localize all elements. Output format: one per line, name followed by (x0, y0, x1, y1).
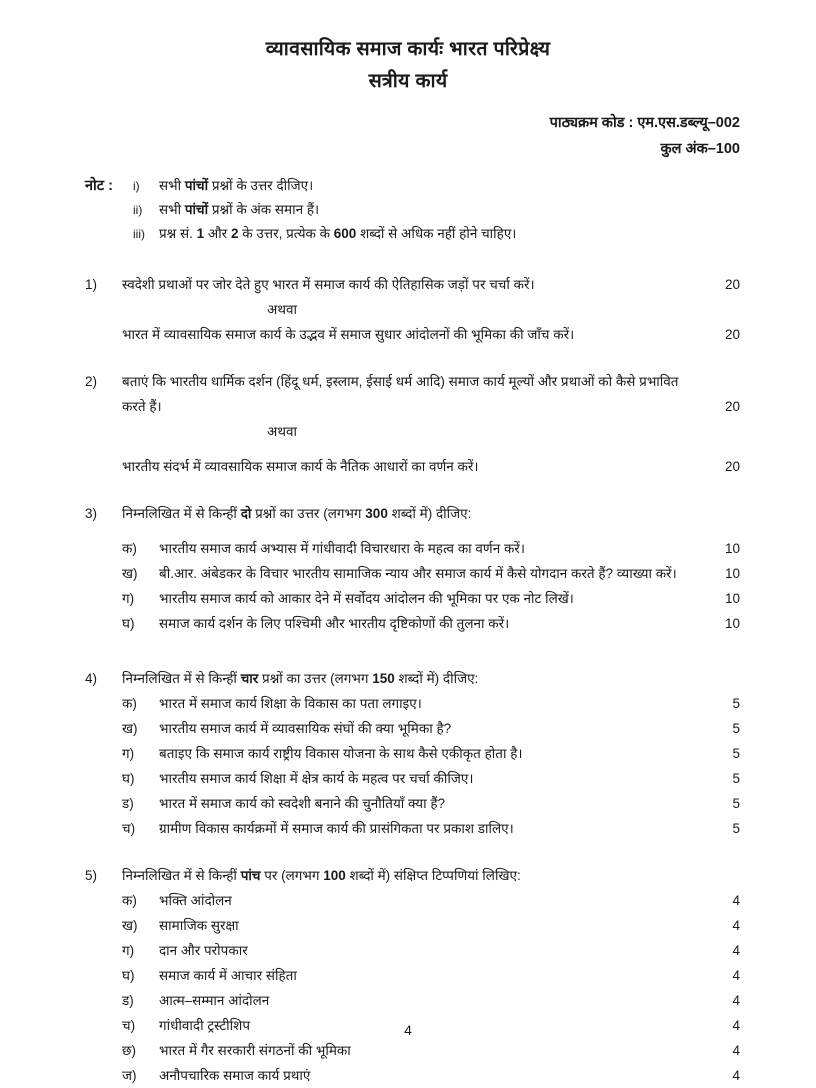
stem-segment: निम्नलिखित में से किन्हीं (122, 671, 241, 686)
sub-question-label: ड) (122, 796, 134, 811)
sub-question (85, 963, 740, 988)
question-number: 5) (85, 868, 98, 883)
question-3 (85, 501, 740, 636)
sub-question (85, 791, 740, 816)
sub-question (85, 1038, 740, 1063)
sub-question-marks: 4 (732, 993, 740, 1008)
note-text-segment: सभी (159, 178, 185, 193)
sub-question-text: भक्ति आंदोलन (159, 893, 232, 908)
sub-question-marks: 5 (732, 821, 740, 836)
question-main-row (85, 369, 740, 419)
note-text-segment: प्रश्नों के उत्तर दीजिए। (208, 178, 314, 193)
sub-question-text: दान और परोपकार (159, 943, 248, 958)
question-marks: 20 (724, 399, 740, 414)
page-subtitle: सत्रीय कार्य (368, 70, 448, 92)
course-code: पाठ्यक्रम कोड : एम.एस.डब्ल्यू–002 (549, 115, 740, 131)
note-item-marker: ii) (133, 203, 143, 217)
note-item-text (159, 198, 319, 222)
sub-question (85, 716, 740, 741)
sub-question-text: गांधीवादी ट्रस्टीशिप (159, 1018, 251, 1033)
stem-segment: निम्नलिखित में से किन्हीं (122, 506, 241, 521)
block-spacer (85, 845, 740, 863)
sub-question-text: भारत में समाज कार्य शिक्षा के विकास का पता लगाइए। (159, 696, 422, 711)
sub-question-marks: 10 (724, 566, 740, 581)
note-item-marker: iii) (133, 227, 145, 241)
block-spacer (85, 444, 740, 454)
question-main-row (85, 272, 740, 297)
stem-emphasis: 100 (323, 868, 346, 883)
sub-question-text: बी.आर. अंबेडकर के विचार भारतीय सामाजिक न्याय और समाज कार्य में कैसे योगदान करते हैं? व्याख्या करें। (159, 566, 677, 581)
sub-question-marks: 10 (724, 591, 740, 606)
question-1 (85, 272, 740, 347)
sub-question-label: ड) (122, 993, 134, 1008)
sub-question-marks: 10 (724, 616, 740, 631)
sub-question-marks: 5 (732, 796, 740, 811)
note-item (133, 222, 816, 246)
sub-question-marks: 5 (732, 721, 740, 736)
sub-question (85, 913, 740, 938)
sub-question-text: भारतीय समाज कार्य को आकार देने में सर्वोदय आंदोलन की भूमिका पर एक नोट लिखें। (159, 591, 574, 606)
sub-question-text: भारत में समाज कार्य को स्वदेशी बनाने की चुनौतियाँ क्या हैं? (159, 796, 446, 811)
question-5 (85, 863, 740, 1088)
sub-question-label: घ) (122, 616, 135, 631)
note-label: नोट : (85, 178, 113, 194)
note-text-segment: सभी (159, 202, 185, 217)
sub-question-label: ग) (122, 746, 135, 761)
sub-question-marks: 4 (732, 918, 740, 933)
note-item-marker: i) (133, 179, 140, 193)
question-stem-text (122, 666, 696, 691)
document-header (0, 0, 816, 96)
question-stem-row (85, 863, 740, 888)
sub-question (85, 938, 740, 963)
question-stem-row (85, 666, 740, 691)
page-title: व्यावसायिक समाज कार्यः भारत परिप्रेक्ष्य (265, 38, 551, 60)
stem-segment: शब्दों में) दीजिए: (387, 506, 472, 521)
sub-question-label: ग) (122, 943, 135, 958)
total-marks: कुल अंक–100 (660, 141, 740, 157)
question-2 (85, 369, 740, 479)
note-text-segment: के उत्तर, प्रत्येक के (238, 226, 334, 241)
question-alternative-marks: 20 (724, 459, 740, 474)
sub-question (85, 766, 740, 791)
sub-question-marks: 4 (732, 1043, 740, 1058)
question-text: बताएं कि भारतीय धार्मिक दर्शन (हिंदू धर्म, इस्लाम, ईसाई धर्म आदि) समाज कार्य मूल्यों और प्रथाओं को कैसे प्रभावित करते हैं। (122, 374, 679, 414)
page-number: 4 (404, 1022, 412, 1038)
note-item-text (159, 222, 516, 246)
stem-emphasis: चार (240, 671, 259, 686)
sub-question-marks: 10 (724, 541, 740, 556)
question-alternative-text: भारतीय संदर्भ में व्यावसायिक समाज कार्य के नैतिक आधारों का वर्णन करें। (122, 459, 479, 474)
block-spacer (85, 483, 740, 501)
sub-question-label: ख) (122, 918, 138, 933)
sub-question-marks: 5 (732, 746, 740, 761)
sub-question-text: भारतीय समाज कार्य शिक्षा में क्षेत्र कार्य के महत्व पर चर्चा कीजिए। (159, 771, 474, 786)
note-text-segment: प्रश्न सं. (159, 226, 197, 241)
note-text-segment: और (204, 226, 231, 241)
sub-question (85, 816, 740, 841)
stem-emphasis: 150 (372, 671, 395, 686)
note-text-emphasis: 600 (333, 226, 357, 241)
sub-question-marks: 5 (732, 771, 740, 786)
sub-question-label: च) (122, 1018, 136, 1033)
question-list (0, 272, 816, 1088)
question-alternative-row (85, 454, 740, 479)
note-text-segment: प्रश्नों के अंक समान हैं। (208, 202, 320, 217)
sub-question-text: ग्रामीण विकास कार्यक्रमों में समाज कार्य की प्रासंगिकता पर प्रकाश डालिए। (159, 821, 514, 836)
sub-question-text: भारतीय समाज कार्य अभ्यास में गांधीवादी विचारधारा के महत्व का वर्णन करें। (159, 541, 525, 556)
alternative-label: अथवा (267, 424, 297, 439)
sub-question-label: छ) (122, 1043, 136, 1058)
block-spacer (85, 526, 740, 536)
sub-question-marks: 5 (732, 696, 740, 711)
sub-question (85, 691, 740, 716)
sub-question-marks: 4 (732, 943, 740, 958)
sub-question-text: भारत में गैर सरकारी संगठनों की भूमिका (159, 1043, 351, 1058)
sub-question (85, 561, 740, 586)
sub-question-label: क) (122, 541, 137, 556)
sub-question-text: सामाजिक सुरक्षा (159, 918, 239, 933)
sub-question-text: बताइए कि समाज कार्य राष्ट्रीय विकास योजना के साथ कैसे एकीकृत होता है। (159, 746, 523, 761)
sub-question (85, 586, 740, 611)
sub-question-label: घ) (122, 771, 135, 786)
question-alternative-text: भारत में व्यावसायिक समाज कार्य के उद्भव में समाज सुधार आंदोलनों की भूमिका की जाँच करें। (122, 327, 575, 342)
stem-segment: निम्नलिखित में से किन्हीं (122, 868, 241, 883)
question-stem-text (122, 863, 696, 888)
sub-question-label: ख) (122, 721, 138, 736)
question-4 (85, 666, 740, 841)
sub-question (85, 1063, 740, 1088)
sub-question-text: अनौपचारिक समाज कार्य प्रथाएं (159, 1068, 311, 1083)
sub-question-marks: 4 (732, 1068, 740, 1083)
stem-segment: प्रश्नों का उत्तर (लगभग (251, 506, 366, 521)
note-text-emphasis: पांचों (184, 202, 209, 217)
note-item-text (159, 174, 313, 198)
sub-question-text: आत्म–सम्मान आंदोलन (159, 993, 270, 1008)
sub-question-text: समाज कार्य दर्शन के लिए पश्चिमी और भारतीय दृष्टिकोणों की तुलना करें। (159, 616, 510, 631)
sub-question-label: ग) (122, 591, 135, 606)
question-number: 1) (85, 277, 98, 292)
question-stem-row (85, 501, 740, 526)
sub-question-marks: 4 (732, 893, 740, 908)
question-alternative-marks: 20 (724, 327, 740, 342)
sub-question (85, 536, 740, 561)
note-item (133, 198, 816, 222)
block-spacer (85, 351, 740, 369)
sub-question-marks: 4 (732, 968, 740, 983)
sub-question-label: घ) (122, 968, 135, 983)
sub-question (85, 888, 740, 913)
sub-question (85, 988, 740, 1013)
note-text-emphasis: 2 (230, 226, 239, 241)
course-meta (0, 110, 816, 162)
sub-question-label: च) (122, 821, 136, 836)
sub-question-label: ख) (122, 566, 138, 581)
page-footer (0, 1022, 816, 1038)
sub-question-text: समाज कार्य में आचार संहिता (159, 968, 297, 983)
question-number: 2) (85, 374, 98, 389)
question-number: 4) (85, 671, 98, 686)
note-text-segment: शब्दों से अधिक नहीं होने चाहिए। (356, 226, 517, 241)
question-text: स्वदेशी प्रथाओं पर जोर देते हुए भारत में समाज कार्य की ऐतिहासिक जड़ों पर चर्चा करें। (122, 277, 535, 292)
question-alternative-row (85, 322, 740, 347)
sub-question-label: ज) (122, 1068, 137, 1083)
stem-segment: शब्दों में) संक्षिप्त टिप्पणियां लिखिए: (345, 868, 521, 883)
note-item (133, 174, 816, 198)
question-number: 3) (85, 506, 98, 521)
sub-question (85, 611, 740, 636)
question-stem-text (122, 501, 696, 526)
note-item-list (133, 174, 816, 246)
stem-emphasis: पांच (240, 868, 261, 883)
stem-emphasis: 300 (365, 506, 388, 521)
note-section (0, 174, 816, 246)
block-spacer (85, 640, 740, 666)
note-text-emphasis: पांचों (184, 178, 209, 193)
question-marks: 20 (724, 277, 740, 292)
stem-segment: प्रश्नों का उत्तर (लगभग (258, 671, 373, 686)
stem-emphasis: दो (240, 506, 252, 521)
sub-question-marks: 4 (732, 1018, 740, 1033)
note-text-emphasis: 1 (196, 226, 205, 241)
stem-segment: पर (लगभग (260, 868, 324, 883)
sub-question (85, 741, 740, 766)
sub-question-label: क) (122, 893, 137, 908)
sub-question-label: क) (122, 696, 137, 711)
alternative-label: अथवा (267, 302, 297, 317)
stem-segment: शब्दों में) दीजिए: (394, 671, 479, 686)
sub-question-text: भारतीय समाज कार्य में व्यावसायिक संघों की क्या भूमिका है? (159, 721, 452, 736)
